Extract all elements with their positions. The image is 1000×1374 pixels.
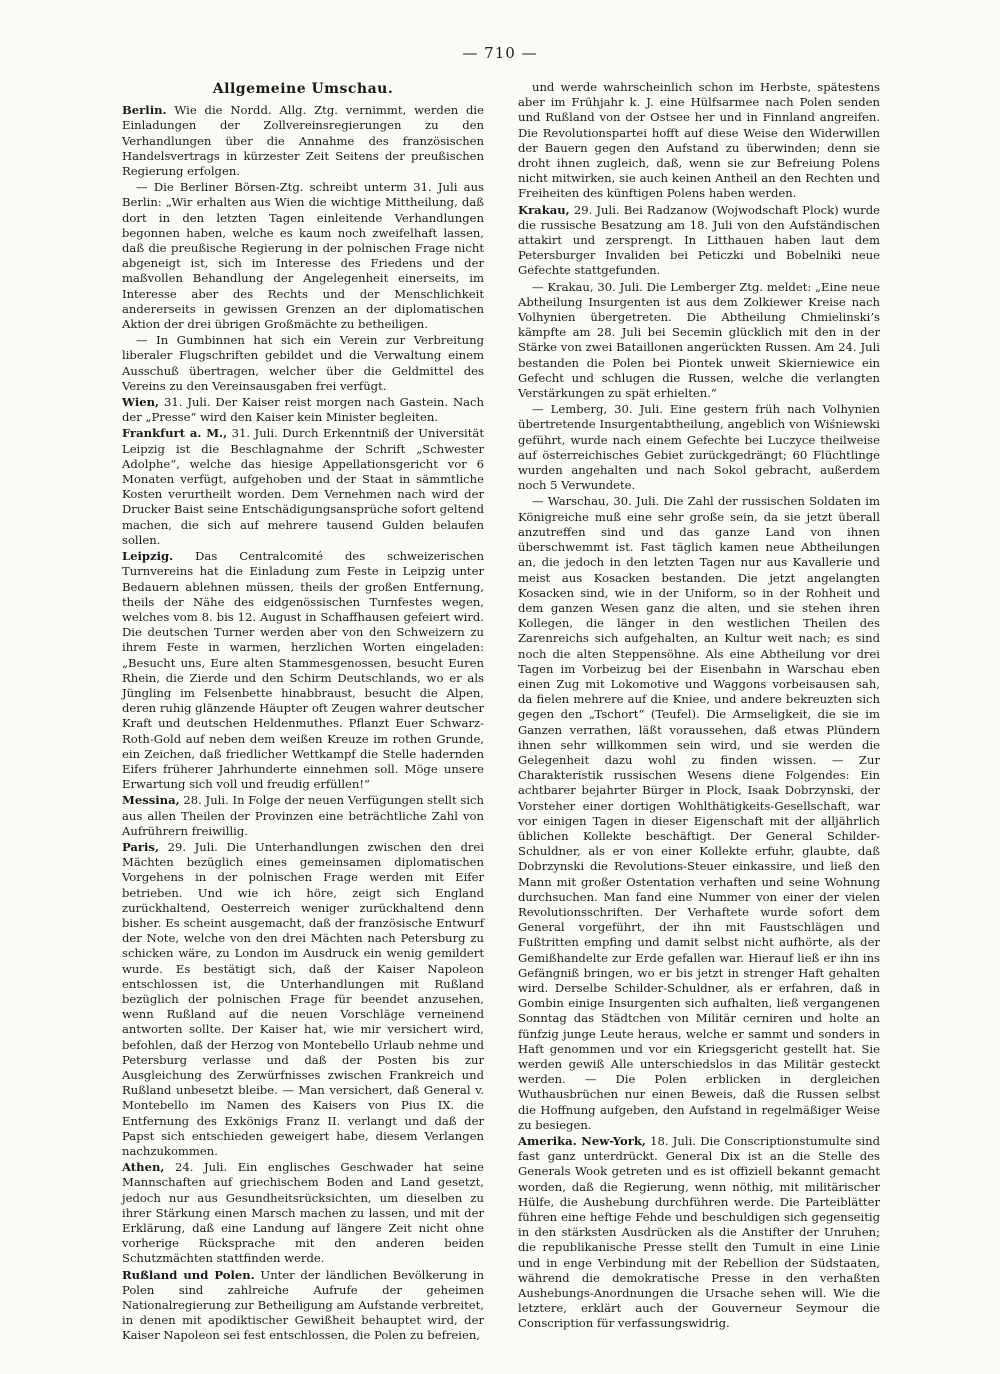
paragraph-text: und werde wahrscheinlich schon im Herbste, spätestens aber im Frühjahr k. J. eine Hülfsarmee nach Polen senden und Rußland von der Ostsee her und in Finnland angreifen. Die Revolutionspartei hofft auf diese Weise den Widerwillen der Bauern gegen den Aufstand zu überwinden; denn sie droht ihnen zugleich, daß, wenn sie zur Befreiung Polens nicht mitwirken, sie auch keinen Antheil an den Rechten und Freiheiten des künftigen Polens haben werden. [518, 80, 880, 201]
article-paragraph [518, 494, 880, 1133]
article-paragraph [122, 793, 484, 839]
article-paragraph [122, 395, 484, 425]
paragraph-text: Wie die Nordd. Allg. Ztg. vernimmt, werden die Einladungen der Zollvereinsregierungen zu den Verhandlungen über die Annahme des französischen Handelsvertrags in kürzester Zeit Seitens der preußischen Regierung erfolgen. [122, 103, 484, 179]
paragraph-text: — Lemberg, 30. Juli. Eine gestern früh nach Volhynien übertretende Insurgentabtheilung, angeblich von Wiśniewski geführt, wurde nach einem Gefechte bei Luczyce theilweise auf österreichisches Gebiet zurückgedrängt; 60 Flüchtlinge wurden angehalten und nach Sokol gebracht, außerdem noch 5 Verwundete. [518, 402, 880, 493]
paragraph-text: 29. Juli. Bei Radzanow (Wojwodschaft Plock) wurde die russische Besatzung am 18. Juli von den Aufständischen attakirt und zersprengt. In Litthauen haben laut dem Petersburger Invaliden bei Peticzki und Bobelniki neue Gefechte stattgefunden. [518, 202, 880, 278]
paragraph-text: — In Gumbinnen hat sich ein Verein zur Verbreitung liberaler Flugschriften gebildet und die Verwaltung einem Ausschuß übertragen, welcher über die Geldmittel des Vereins zu den Vereinsausgaben frei verfügt. [122, 333, 484, 393]
article-paragraph [122, 1160, 484, 1266]
article-paragraph [518, 203, 880, 279]
dateline: Athen, [122, 1160, 165, 1175]
page-number: — 710 — [462, 44, 538, 62]
paragraph-text: — Die Berliner Börsen-Ztg. schreibt unterm 31. Juli aus Berlin: „Wir erhalten aus Wien die wichtige Mittheilung, daß dort in den letzten Tagen einleitende Verhandlungen begonnen haben, welche es kaum noch zweifelhaft lassen, daß die preußische Regierung in der polnischen Frage nicht abgeneigt ist, sich im Interesse des Friedens und der maßvollen Behandlung der Angelegenheit einerseits, im Interesse aber des Rechts und der Menschlichkeit andererseits in gewissen Grenzen an der diplomatischen Aktion der drei übrigen Großmächte zu betheiligen. [122, 180, 484, 332]
right-column [518, 80, 880, 1333]
article-paragraph [122, 1268, 484, 1344]
dateline: Frankfurt a. M., [122, 426, 228, 441]
paragraph-text: 31. Juli. Der Kaiser reist morgen nach Gastein. Nach der „Presse“ wird den Kaiser kein Minister begleiten. [122, 395, 484, 425]
dateline: Wien, [122, 395, 160, 410]
paragraph-text: — Krakau, 30. Juli. Die Lemberger Ztg. meldet: „Eine neue Abtheilung Insurgenten ist aus dem Zolkiewer Kreise nach Volhynien übergetreten. Die Abtheilung Chmielinski’s kämpfte am 28. Juli bei Secemin glücklich mit den in der Stärke von zwei Bataillonen angerückten Russen. Am 24. Juli bestanden die Polen bei Piontek unweit Skierniewice ein Gefecht und schlugen die Russen, welche die verlangten Verstärkungen zu spät erhielten.“ [518, 279, 880, 401]
dateline: Berlin. [122, 103, 167, 118]
article-paragraph [518, 1134, 880, 1332]
article-paragraph [518, 402, 880, 493]
article-paragraph [122, 180, 484, 332]
article-paragraph [122, 426, 484, 548]
left-column [122, 80, 484, 1345]
paragraph-text: Unter der ländlichen Bevölkerung in Polen sind zahlreiche Aufrufe der geheimen Nationalregierung zur Betheiligung am Aufstande verbreitet, in denen mit apodiktischer Gewißheit behauptet wird, der Kaiser Napoleon sei fest entschlossen, die Polen zu befreien, [122, 1267, 485, 1343]
dateline: Krakau, [518, 202, 570, 217]
dateline: Paris, [122, 839, 159, 854]
paragraph-text: 24. Juli. Ein englisches Geschwader hat seine Mannschaften auf griechischem Boden and Land gesetzt, jedoch nur aus Gesundheitsrücksichten, um dieselben zu ihrer Stärkung einen Marsch machen zu lassen, und mit der Erklärung, daß eine Landung auf längere Zeit nicht ohne vorherige Rücksprache mit den anderen beiden Schutzmächten stattfinden werde. [122, 1160, 484, 1266]
paragraph-text: 29. Juli. Die Unterhandlungen zwischen den drei Mächten bezüglich eines gemeinsamen diplomatischen Vorgehens in der polnischen Frage werden mit Eifer betrieben. Und wie ich höre, zeigt sich England zurückhaltend, Oesterreich weniger zurückhaltend denn bisher. Es scheint ausgemacht, daß der französische Entwurf der Note, welche von den drei Mächten nach Petersburg zu schicken wäre, zu London im Ausdruck ein wenig gemildert wurde. Es bestätigt sich, daß der Kaiser Napoleon entschlossen ist, die Unterhandlungen mit Rußland bezüglich der polnischen Frage für beendet anzusehen, wenn Rußland auf die neuen Vorschläge verneinend antworten sollte. Der Kaiser hat, wie mir versichert wird, befohlen, daß der Herzog von Montebello Urlaub nehme und Petersburg verlasse und daß der Posten bis zur Ausgleichung des Zerwürfnisses zwischen Frankreich und Rußland unbesetzt bleibe. — Man versichert, daß General v. Montebello im Namen des Kaisers von Pius IX. die Entfernung des Exkönigs Franz II. verlangt und daß der Papst sich entschieden geweigert habe, diesem Verlangen nachzukommen. [122, 839, 484, 1159]
section-title: Allgemeine Umschau. [212, 81, 394, 97]
dateline: Rußland und Polen. [122, 1267, 255, 1282]
article-paragraph [122, 549, 484, 792]
article-paragraph [122, 333, 484, 394]
paragraph-text: 31. Juli. Durch Erkenntniß der Universität Leipzig ist die Beschlagnahme der Schrift „Schwester Adolphe“, welche das hiesige Appellationsgericht vor 6 Monaten verfügt, aufgehoben und der Staat in sämmtliche Kosten verurtheilt worden. Dem Vernehmen nach wird der Drucker Baist seine Entschädigungsansprüche sofort geltend machen, die sich auf mehrere tausend Gulden belaufen sollen. [122, 426, 484, 547]
article-paragraph [122, 103, 484, 179]
paragraph-text: Das Centralcomité des schweizerischen Turnvereins hat die Einladung zum Feste in Leipzig unter Bedauern ablehnen müssen, theils der großen Entfernung, theils der Nähe des eidgenössischen Turnfestes wegen, welches vom 8. bis 12. August in Schaffhausen gefeiert wird. Die deutschen Turner werden aber von den Schweizern zu ihrem Feste in warmen, herzlichen Worten eingeladen: „Besucht uns, Eure alten Stammesgenossen, besucht Euren Rhein, die Zierde und den Schirm Deutschlands, wo er als Jüngling im Felsenbette hinabbraust, besucht die Alpen, deren ruhig glänzende Häupter oft Zeugen wahrer deutscher Kraft und deutschen Heldenmuthes. Pflanzt Euer Schwarz-Roth-Gold auf neben dem weißen Kreuze im rothen Grunde, ein Zeichen, daß friedlicher Wettkampf die Stelle hadernden Eifers früherer Jahrhunderte einnehmen soll. Möge unsere Erwartung sich voll und freudig erfüllen!“ [122, 549, 484, 792]
paragraph-text: 28. Juli. In Folge der neuen Verfügungen stellt sich aus allen Theilen der Provinzen eine beträchtliche Zahl von Aufrührern freiwillig. [122, 793, 484, 838]
article-paragraph [518, 80, 880, 202]
dateline: Messina, [122, 793, 180, 808]
article-paragraph [518, 280, 880, 402]
dateline: Amerika. New-York, [518, 1134, 646, 1149]
article-paragraph [122, 840, 484, 1159]
paragraph-text: — Warschau, 30. Juli. Die Zahl der russischen Soldaten im Königreiche muß eine sehr große sein, da sie jetzt überall anzutreffen sind und das ganze Land von ihnen überschwemmt ist. Fast täglich kamen neue Abtheilungen an, die jedoch in den letzten Tagen nur aus Kavallerie und meist aus Kosacken bestanden. Die jetzt angelangten Kosacken sind, wie in der Uniform, so in der Rohheit und dem ganzen Wesen ganz die alten, und sie stehen ihren Kollegen, die länger in den westlichen Theilen des Zarenreichs sich aufgehalten, an Kultur weit nach; es sind noch die alten Steppensöhne. Als eine Abtheilung vor drei Tagen im Vorbeizug bei der Eisenbahn in Warschau eben einen Zug mit Lokomotive und Waggons vorbeisausen sah, da fielen mehrere auf die Kniee, und andere bekreuzten sich gegen den „Tschort“ (Teufel). Die Armseligkeit, die sie im Ganzen verrathen, läßt voraussehen, daß etwas Plündern ihnen sehr willkommen sein wird, und sie werden die Gelegenheit dazu wohl zu finden wissen. — Zur Charakteristik russischen Wesens diene Folgendes: Ein achtbarer bejahrter Bürger in Plock, Isaak Dobrzynski, der Vorsteher einer dortigen Wohlthätigkeits-Gesellschaft, war vor einigen Tagen in dieser Eigenschaft mit der alljährlich üblichen Kollekte beschäftigt. Der General Schilder-Schuldner, als er von einer Kollekte erfuhr, glaubte, daß Dobrzynski die Revolutions-Steuer einkassire, und ließ den Mann mit großer Ostentation verhaften und seine Wohnung durchsuchen. Man fand eine Nummer von einer der vielen Revolutionsschriften. Der Verhaftete wurde sofort dem General vorgeführt, der ihn mit Faustschlägen und Fußtritten empfing und damit selbst nicht aufhörte, als der Gemißhandelte zur Erde gefallen war. Hierauf ließ er ihn ins Gefängniß bringen, wo er bis jetzt in strenger Haft gehalten wird. Derselbe Schilder-Schuldner, als er erfahren, daß in Gombin einige Insurgenten sich aufhalten, ließ vergangenen Sonntag das Städtchen von Militär cerniren und holte an fünfzig junge Leute heraus, welche er sammt und sonders in Haft genommen und vor ein Kriegsgericht gestellt hat. Sie werden gewiß Alle unterschiedslos in das Militär gesteckt werden. — Die Polen erblicken in dergleichen Wuthausbrüchen nur einen Beweis, daß die Russen selbst die Hoffnung aufgeben, den Aufstand in regelmäßiger Weise zu besiegen. [518, 494, 880, 1132]
paragraph-text: 18. Juli. Die Conscriptionstumulte sind fast ganz unterdrückt. General Dix ist an die Stelle des Generals Wook getreten und es ist offiziell bekannt gemacht worden, daß die Regierung, wenn nöthig, mit militärischer Hülfe, die Aushebung durchführen werde. Die Parteiblätter führen eine heftige Fehde und beschuldigen sich gegenseitig in den stärksten Ausdrücken als die Anstifter der Unruhen; die republikanische Presse stellt den Tumult in eine Linie und in enge Verbindung mit der Rebellion der Südstaaten, während die demokratische Presse in den verhaßten Aushebungs-Anordnungen die Ursache sehen will. Wie die letztere, erklärt auch der Gouverneur Seymour die Conscription für verfassungswidrig. [518, 1134, 880, 1331]
dateline: Leipzig. [122, 549, 174, 564]
